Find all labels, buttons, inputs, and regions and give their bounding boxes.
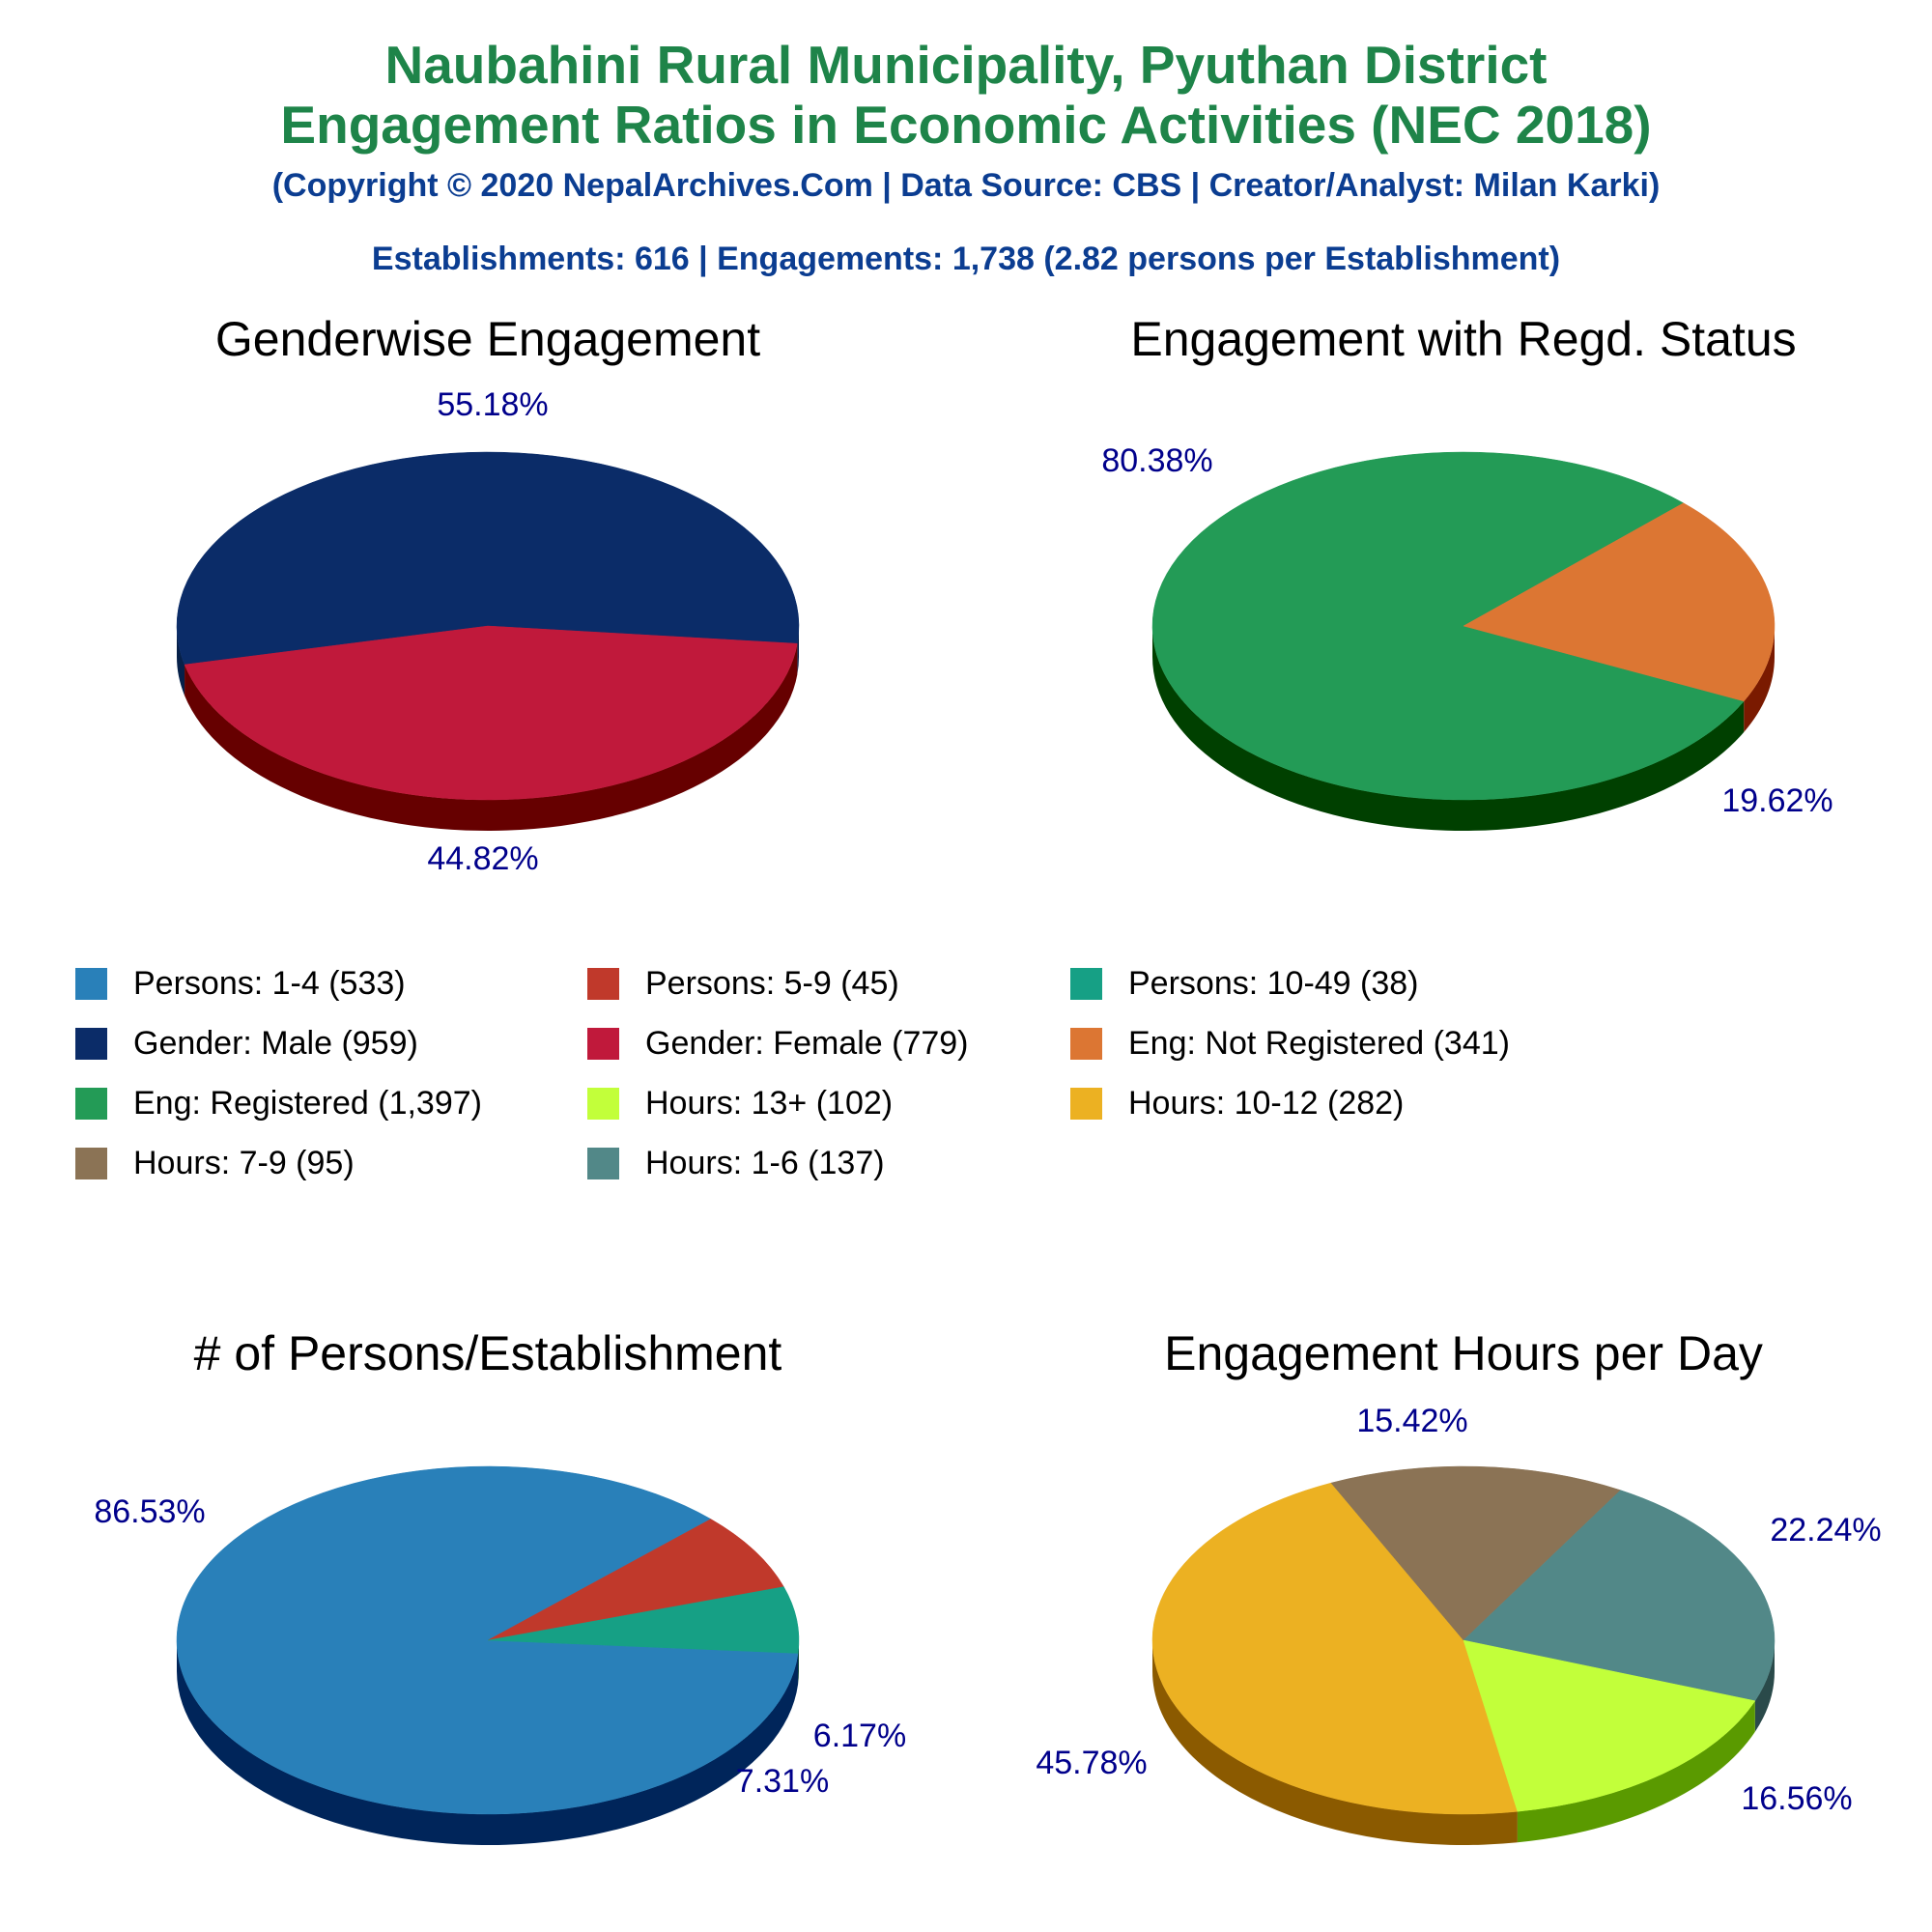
pie-title: Engagement with Regd. Status <box>1130 312 1797 366</box>
legend-label: Persons: 1-4 (533) <box>133 964 406 1002</box>
pie-chart <box>1036 1326 1881 1845</box>
legend-item <box>1070 962 1419 1005</box>
legend-label: Eng: Registered (1,397) <box>133 1084 482 1122</box>
legend-item <box>75 1142 355 1184</box>
pie-title: Genderwise Engagement <box>214 312 761 366</box>
legend-item <box>587 1022 969 1065</box>
legend-item <box>75 962 406 1005</box>
pie-chart <box>1101 312 1833 831</box>
legend-item <box>75 1022 418 1065</box>
legend-item <box>587 962 899 1005</box>
legend-swatch <box>75 1088 107 1120</box>
legend <box>75 962 1718 1204</box>
legend-swatch <box>1070 1088 1102 1120</box>
legend-swatch <box>587 1148 619 1179</box>
legend-label: Hours: 7-9 (95) <box>133 1144 355 1181</box>
legend-label: Gender: Female (779) <box>645 1024 969 1062</box>
slice-percent-label: 55.18% <box>437 386 549 423</box>
slice-percent-label: 19.62% <box>1721 782 1833 819</box>
slice-percent-label: 45.78% <box>1036 1745 1148 1781</box>
slice-percent-label: 22.24% <box>1770 1512 1882 1548</box>
legend-label: Hours: 1-6 (137) <box>645 1144 885 1181</box>
establishment-stats: Establishments: 616 | Engagements: 1,738 (2.82 persons per Establishment) <box>371 241 1561 277</box>
legend-label: Hours: 13+ (102) <box>645 1084 894 1122</box>
legend-swatch <box>587 1088 619 1120</box>
legend-swatch <box>587 1028 619 1060</box>
legend-swatch <box>1070 968 1102 1000</box>
legend-item <box>587 1142 885 1184</box>
slice-percent-label: 6.17% <box>812 1718 907 1754</box>
legend-label: Hours: 10-12 (282) <box>1128 1084 1405 1122</box>
legend-item <box>1070 1022 1510 1065</box>
slice-percent-label: 16.56% <box>1741 1780 1853 1817</box>
legend-swatch <box>75 968 107 1000</box>
pie-chart <box>94 1326 906 1845</box>
legend-item <box>587 1082 893 1124</box>
pie-chart <box>177 312 799 877</box>
slice-percent-label: 86.53% <box>94 1493 206 1530</box>
slice-percent-label: 44.82% <box>427 840 539 877</box>
legend-label: Persons: 10-49 (38) <box>1128 964 1419 1002</box>
pie-title: Engagement Hours per Day <box>1164 1326 1763 1380</box>
slice-percent-label: 80.38% <box>1101 442 1213 479</box>
pie-title: # of Persons/Establishment <box>193 1326 782 1380</box>
legend-swatch <box>1070 1028 1102 1060</box>
chart-title-line-1: Naubahini Rural Municipality, Pyuthan District <box>384 35 1548 95</box>
chart-title-line-2: Engagement Ratios in Economic Activities (NEC 2018) <box>280 95 1652 155</box>
legend-item <box>75 1082 482 1124</box>
copyright-subtitle: (Copyright © 2020 NepalArchives.Com | Data Source: CBS | Creator/Analyst: Milan Karki) <box>271 167 1661 204</box>
legend-item <box>1070 1082 1404 1124</box>
legend-swatch <box>587 968 619 1000</box>
slice-percent-label: 15.42% <box>1356 1403 1468 1439</box>
slice-percent-label: 7.31% <box>735 1763 830 1800</box>
legend-label: Eng: Not Registered (341) <box>1128 1024 1510 1062</box>
legend-swatch <box>75 1148 107 1179</box>
legend-label: Gender: Male (959) <box>133 1024 418 1062</box>
legend-swatch <box>75 1028 107 1060</box>
legend-label: Persons: 5-9 (45) <box>645 964 899 1002</box>
